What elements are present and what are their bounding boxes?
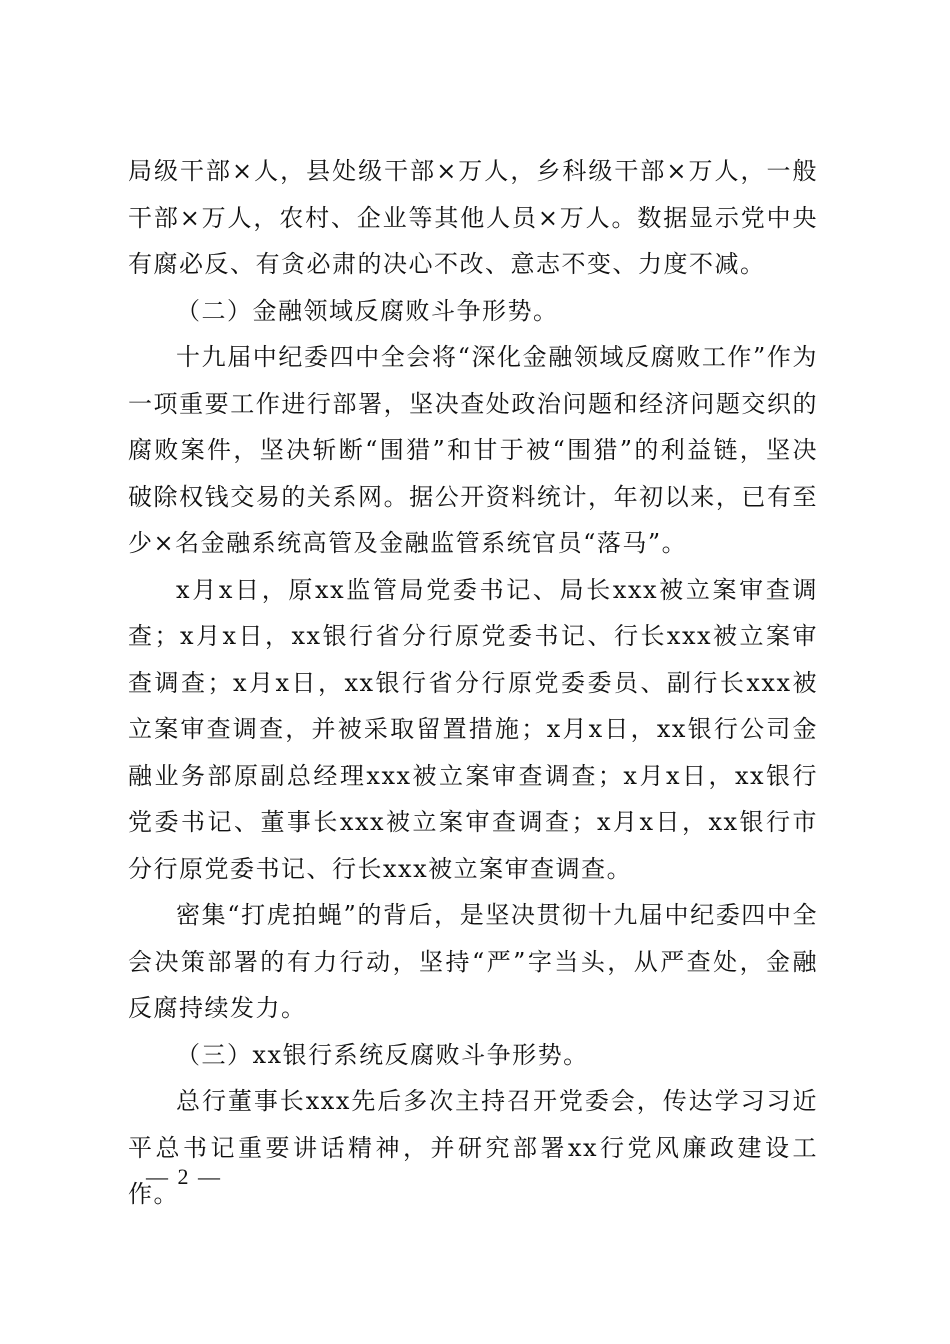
paragraph-financial-anticorruption: 十九届中纪委四中全会将“深化金融领域反腐败工作”作为一项重要工作进行部署，坚决查处政治问题和经济问题交织的腐败案件，坚决斩断“围猎”和甘于被“围猎”的利益链，坚决破除权钱交易的关系网。据公开资料统计，年初以来，已有至少×名金融系统高管及金融监管系统官员“落马”。 (128, 343, 818, 557)
paragraph-case-list: x月x日，原xx监管局党委书记、局长xxx被立案审查调查；x月x日，xx银行省分行原党委书记、行长xxx被立案审查调查；x月x日，xx银行省分行原党委委员、副行长xxx被立案审查调查，并被采取留置措施；x月x日，xx银行公司金融业务部原副总经理xxx被立案审查调查；x月x日，xx银行党委书记、董事长xxx被立案审查调查；x月x日，xx银行市分行原党委书记、行长xxx被立案审查调查。 (128, 575, 818, 883)
paragraph-summary: 密集“打虎拍蝇”的背后，是坚决贯彻十九届中纪委四中全会决策部署的有力行动，坚持“严”字当头，从严查处，金融反腐持续发力。 (128, 901, 818, 1022)
paragraph-bank-system: 总行董事长xxx先后多次主持召开党委会，传达学习习近平总书记重要讲话精神，并研究部署xx行党风廉政建设工作。 (128, 1087, 818, 1208)
section-heading-2: （二）金融领域反腐败斗争形势。 (176, 296, 559, 325)
page-number: — 2 — (146, 1164, 222, 1189)
paragraph-continuation: 局级干部×人，县处级干部×万人，乡科级干部×万人，一般干部×万人，农村、企业等其他人员×万人。数据显示党中央有腐必反、有贪必肃的决心不改、意志不变、力度不减。 (128, 157, 818, 278)
section-heading-3: （三）xx银行系统反腐败斗争形势。 (176, 1040, 589, 1069)
document-body (128, 148, 818, 1218)
